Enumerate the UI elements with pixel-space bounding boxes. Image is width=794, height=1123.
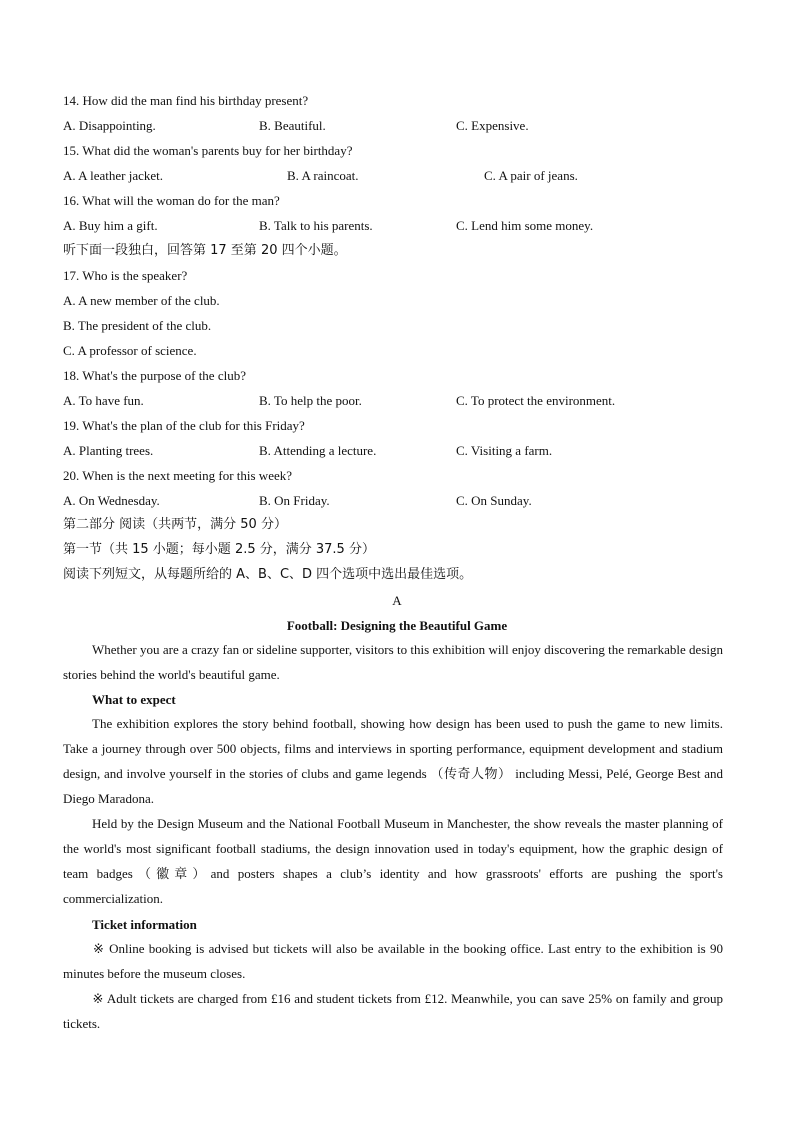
- ticket-paragraph-2: [63, 986, 723, 1036]
- passage-letter: A: [392, 593, 402, 608]
- q19-option-b: B. Attending a lecture.: [259, 443, 377, 458]
- question-14: 14. How did the man find his birthday present?: [63, 93, 309, 108]
- what-to-expect-heading: What to expect: [92, 692, 176, 707]
- q20-option-b: B. On Friday.: [259, 493, 330, 508]
- q16-option-a: A. Buy him a gift.: [63, 218, 158, 233]
- ticket-paragraph-1-text: ※ Online booking is advised but tickets will also be available in the booking office. Last entry to the exhibition is 90 minutes before the museum closes.: [63, 941, 723, 981]
- part2-title: 第二部分 阅读（共两节，满分 50 分）: [63, 517, 287, 532]
- q18-option-b: B. To help the poor.: [259, 393, 362, 408]
- question-16: 16. What will the woman do for the man?: [63, 193, 280, 208]
- q14-option-a: A. Disappointing.: [63, 118, 156, 133]
- q20-option-c: C. On Sunday.: [456, 493, 532, 508]
- q15-option-b: B. A raincoat.: [287, 168, 359, 183]
- q19-option-c: C. Visiting a farm.: [456, 443, 553, 458]
- question-17: 17. Who is the speaker?: [63, 268, 188, 283]
- q17-option-c: C. A professor of science.: [63, 343, 197, 358]
- ticket-info-heading: Ticket information: [92, 917, 197, 932]
- q15-option-a: A. A leather jacket.: [63, 168, 163, 183]
- q17-option-a: A. A new member of the club.: [63, 293, 220, 308]
- q18-option-a: A. To have fun.: [63, 393, 144, 408]
- expect-paragraph-2-text: Held by the Design Museum and the National Football Museum in Manchester, the show reveals the master planning of the world's most significant football stadiums, the design innovation used in today's equipment, how the graphic design of team badges（徽章）and posters shapes a club’s identity and how grassroots' efforts are pushing the sport's commercialization.: [63, 816, 723, 906]
- q16-option-b: B. Talk to his parents.: [259, 218, 373, 233]
- question-19: 19. What's the plan of the club for this Friday?: [63, 418, 305, 433]
- q20-option-a: A. On Wednesday.: [63, 493, 160, 508]
- reading-instruction: 阅读下列短文，从每题所给的 A、B、C、D 四个选项中选出最佳选项。: [63, 567, 473, 582]
- question-15: 15. What did the woman's parents buy for her birthday?: [63, 143, 353, 158]
- q14-option-b: B. Beautiful.: [259, 118, 326, 133]
- expect-paragraph-2: [63, 811, 723, 911]
- expect-paragraph-1-text: The exhibition explores the story behind football, showing how design has been used to push the game to new limits. Take a journey through over 500 objects, films and interviews in sporting performance, equipment development and stadium design, and involve yourself in the stories of clubs and game legends （传奇人物） including Messi, Pelé, George Best and Diego Maradona.: [63, 716, 723, 806]
- section1-title: 第一节（共 15 小题；每小题 2.5 分，满分 37.5 分）: [63, 542, 375, 557]
- q18-option-c: C. To protect the environment.: [456, 393, 616, 408]
- passage-title: Football: Designing the Beautiful Game: [286, 618, 508, 633]
- ticket-paragraph-1: [63, 936, 723, 986]
- q14-option-c: C. Expensive.: [456, 118, 529, 133]
- ticket-paragraph-2-text: ※ Adult tickets are charged from £16 and student tickets from £12. Meanwhile, you can save 25% on family and group tickets.: [63, 991, 723, 1031]
- question-20: 20. When is the next meeting for this week?: [63, 468, 293, 483]
- expect-paragraph-1: [63, 711, 723, 811]
- monologue-instruction: 听下面一段独白，回答第 17 至第 20 四个小题。: [63, 243, 347, 258]
- q19-option-a: A. Planting trees.: [63, 443, 154, 458]
- q16-option-c: C. Lend him some money.: [456, 218, 594, 233]
- passage-intro: [63, 637, 723, 687]
- q17-option-b: B. The president of the club.: [63, 318, 212, 333]
- q15-option-c: C. A pair of jeans.: [484, 168, 578, 183]
- passage-intro-text: Whether you are a crazy fan or sideline supporter, visitors to this exhibition will enjoy discovering the remarkable design stories behind the world's beautiful game.: [63, 642, 723, 682]
- question-18: 18. What's the purpose of the club?: [63, 368, 246, 383]
